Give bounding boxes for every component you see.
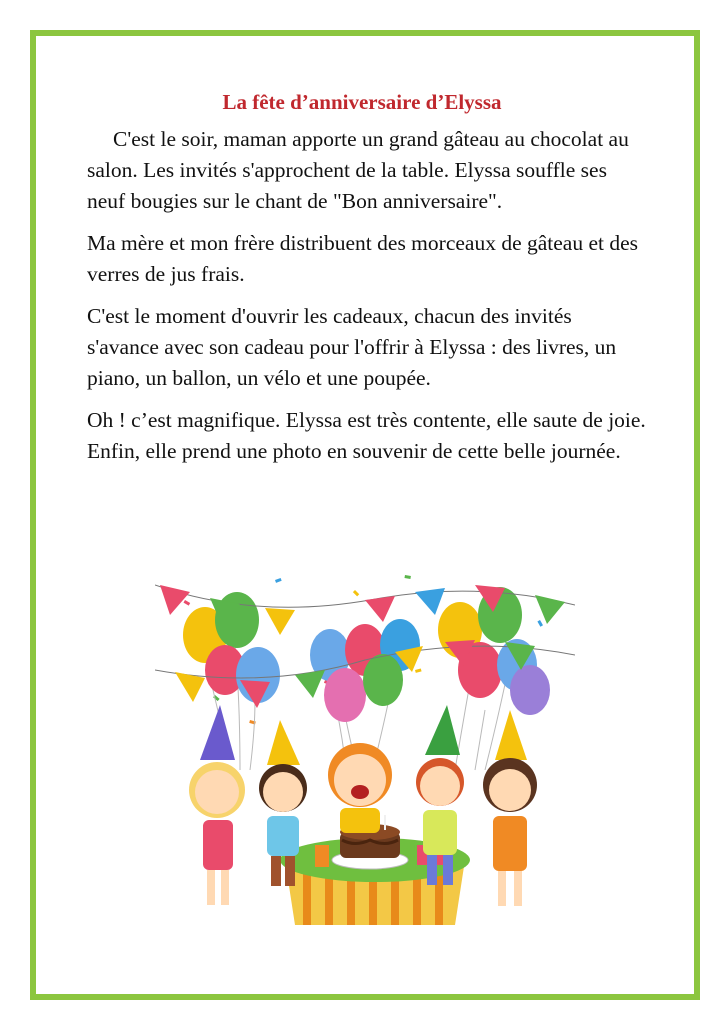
birthday-party-illustration [155, 560, 575, 930]
story-paragraph-4: Oh ! c’est magnifique. Elyssa est très contente, elle saute de joie. Enfin, elle prend une photo en souvenir de cette belle journée. [87, 408, 646, 463]
story-title: La fête d’anniversaire d’Elyssa [222, 90, 502, 114]
story-paragraph-1: C'est le soir, maman apporte un grand gâteau au chocolat au salon. Les invités s'approchent de la table. Elyssa souffle ses neuf bougies sur le chant de "Bon anniversaire". [87, 127, 629, 213]
story-body [87, 124, 647, 478]
story-paragraph-2: Ma mère et mon frère distribuent des morceaux de gâteau et des verres de jus frais. [87, 231, 639, 286]
story-paragraph-3: C'est le moment d'ouvrir les cadeaux, chacun des invités s'avance avec son cadeau pour l'offrir à Elyssa : des livres, un piano, un ballon, un vélo et une poupée. [87, 304, 617, 390]
